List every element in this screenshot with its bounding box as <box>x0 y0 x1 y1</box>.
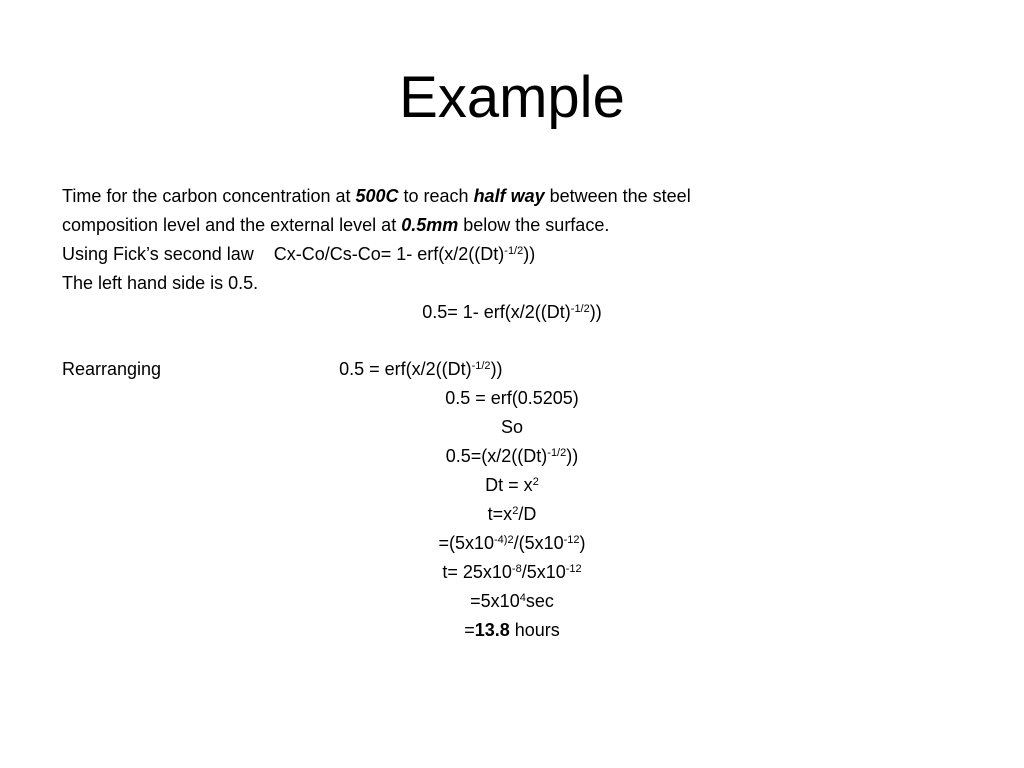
equation-line-14: $=5x10^4\sec$ <box>470 591 554 611</box>
half-way-text: half way <box>473 186 545 206</box>
equation-line-5: 0.5= 1- $erf(x/2((Dt)^{-1/2}))$ <box>422 302 602 322</box>
slide-title: Example <box>399 65 625 130</box>
text-line-4: The left hand side is 0.5. <box>62 273 259 293</box>
equation-line-12: $=(5x10^{-4)2}/(5x10^{-12})$ <box>438 533 586 553</box>
text-line-6: Rearranging $0.5 = erf(x/2((Dt)^{-1/2}))$ <box>62 359 503 379</box>
result-line: =13.8 hours <box>464 620 560 640</box>
equation-line-8: So <box>500 417 524 437</box>
depth-value: 0.5mm <box>401 215 459 235</box>
result-value: 13.8 <box>474 620 510 640</box>
text-line-1: Time for the carbon concentration at 500C to reach half way between the steel <box>62 186 691 206</box>
equation-line-7: 0.5 = erf(0.5205) <box>445 388 579 408</box>
equation-line-9: $0.5=(x/2((Dt)^{-1/2}))$ <box>445 446 579 466</box>
temperature-value: 500C <box>355 186 399 206</box>
ficks-equation: Cx-Co/Cs-Co= 1- $erf(x/2((Dt)^{-1/2}))$ <box>273 244 536 264</box>
slide-body <box>62 182 962 645</box>
rearranged-equation: $0.5 = erf(x/2((Dt)^{-1/2}))$ <box>339 359 503 379</box>
text-line-2: composition level and the external level at 0.5mm below the surface. <box>62 215 610 235</box>
text-line-3: Using Fick’s second law Cx-Co/Cs-Co= 1- $erf(x/2((Dt)^{-1/2}))$ <box>62 244 536 264</box>
equation-line-11: $t=x^2/D$ <box>487 504 537 524</box>
equation-line-10: $Dt = x^2$ <box>485 475 539 495</box>
equation-line-13: $t= 25x10^{-8}/5x10^{-12}$ <box>442 562 582 582</box>
